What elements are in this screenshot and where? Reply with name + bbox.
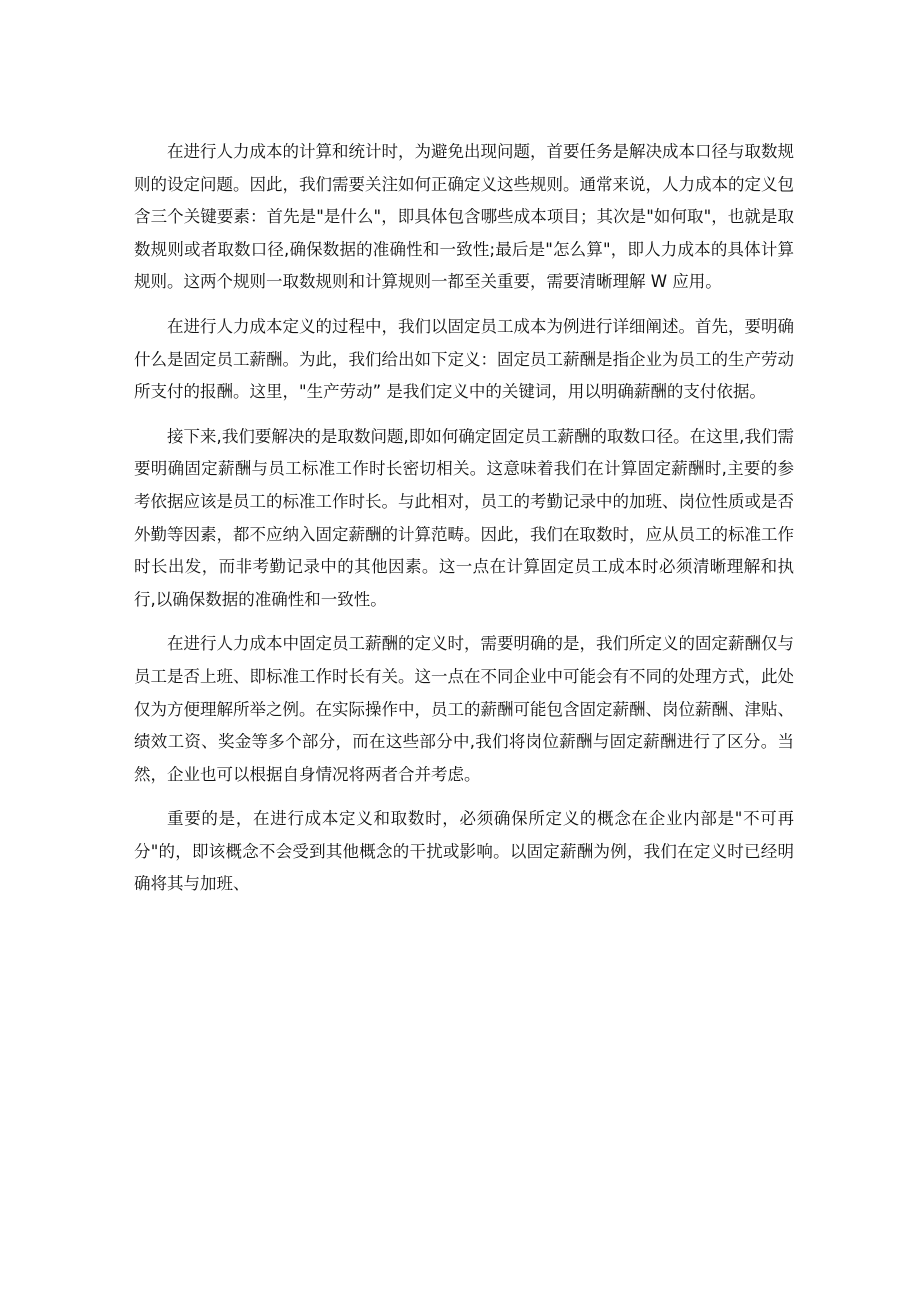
paragraph-1: 在进行人力成本的计算和统计时，为避免出现问题，首要任务是解决成本口径与取数规则的设定问题。因此，我们需要关注如何正确定义这些规则。通常来说，人力成本的定义包含三个关键要素：首先是"是什么"，即具体包含哪些成本项目；其次是"如何取"，也就是取数规则或者取数口径,确保数据的准确性和一致性;最后是"怎么算"，即人力成本的具体计算规则。这两个规则一取数规则和计算规则一都至关重要，需要清晰理解 W 应用。 (134, 142, 794, 292)
paragraph-3: 接下来,我们要解决的是取数问题,即如何确定固定员工薪酬的取数口径。在这里,我们需要明确固定薪酬与员工标准工作时长密切相关。这意味着我们在计算固定薪酬时,主要的参考依据应该是员工的标准工作时长。与此相对，员工的考勤记录中的加班、岗位性质或是否外勤等因素，都不应纳入固定薪酬的计算范畴。因此，我们在取数时，应从员工的标准工作时长出发，而非考勤记录中的其他因素。这一点在计算固定员工成本时必须清晰理解和执行,以确保数据的准确性和一致性。 (134, 426, 794, 609)
paragraph-2: 在进行人力成本定义的过程中，我们以固定员工成本为例进行详细阐述。首先，要明确什么是固定员工薪酬。为此，我们给出如下定义：固定员工薪酬是指企业为员工的生产劳动所支付的报酬。这里，"生产劳动” 是我们定义中的关键词，用以明确薪酬的支付依据。 (134, 316, 794, 402)
paragraph-5: 重要的是，在进行成本定义和取数时，必须确保所定义的概念在企业内部是"不可再分"的，即该概念不会受到其他概念的干扰或影响。以固定薪酬为例，我们在定义时已经明确将其与加班、 (134, 809, 794, 894)
paragraph-4: 在进行人力成本中固定员工薪酬的定义时，需要明确的是，我们所定义的固定薪酬仅与员工是否上班、即标准工作时长有关。这一点在不同企业中可能会有不同的处理方式，此处仅为方便理解所举之例。在实际操作中，员工的薪酬可能包含固定薪酬、岗位薪酬、津贴、绩效工资、奖金等多个部分，而在这些部分中,我们将岗位薪酬与固定薪酬进行了区分。当然，企业也可以根据自身情况将两者合并考虑。 (134, 634, 794, 784)
document-body (134, 136, 794, 901)
